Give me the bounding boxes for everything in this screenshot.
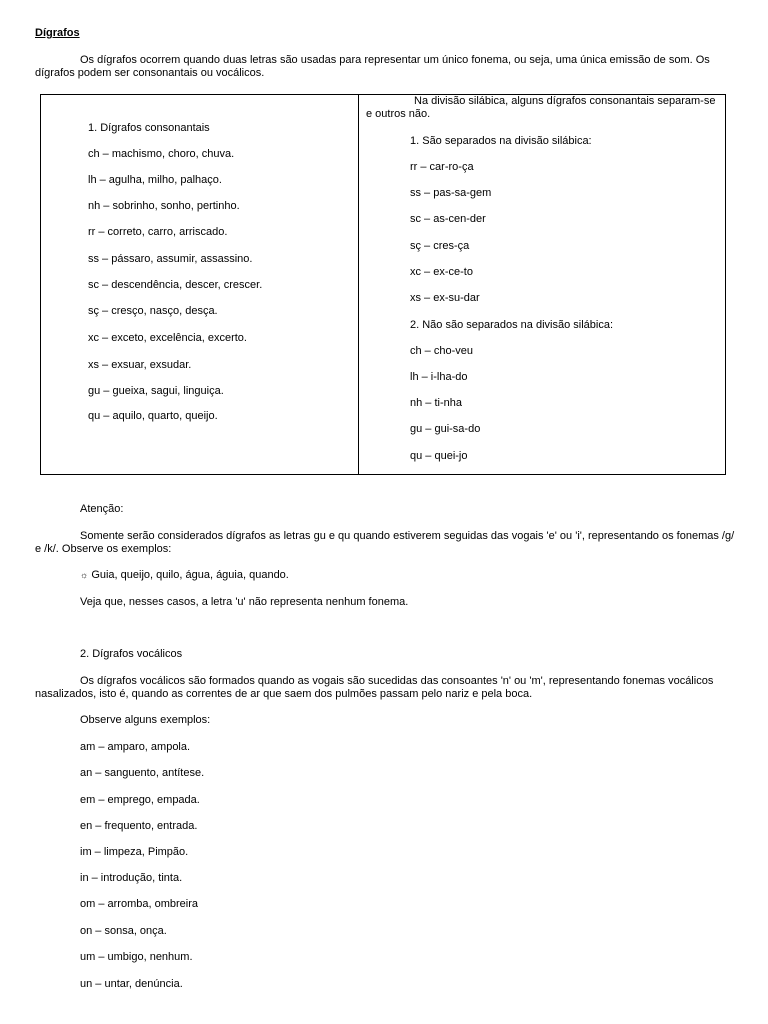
list-item: im – limpeza, Pimpão.: [80, 846, 189, 858]
attention-note: Veja que, nesses casos, a letra 'u' não representa nenhum fonema.: [80, 596, 409, 608]
list-item: qu – quei-jo: [410, 450, 468, 462]
list-item: xc – ex-ce-to: [410, 266, 473, 278]
vocalic-text: Os dígrafos vocálicos são formados quando as vogais são sucedidas das consoantes 'n' ou 'm', representando fonemas vocálicos nasalizados, isto é, quando as correntes de ar que saem dos pulmões passam pelo nariz e pela boca.: [35, 675, 714, 700]
list-item: un – untar, denúncia.: [80, 978, 183, 990]
list-item: ch – machismo, choro, chuva.: [88, 148, 235, 160]
list-item: qu – aquilo, quarto, queijo.: [88, 410, 218, 422]
list-item: rr – car-ro-ça: [410, 161, 474, 173]
separated-heading: 1. São separados na divisão silábica:: [410, 135, 592, 147]
list-item: um – umbigo, nenhum.: [80, 951, 193, 963]
list-item: nh – sobrinho, sonho, pertinho.: [88, 200, 240, 212]
list-item: ss – pássaro, assumir, assassino.: [88, 253, 253, 265]
list-item: in – introdução, tinta.: [80, 872, 183, 884]
list-item: sc – descendência, descer, crescer.: [88, 279, 263, 291]
list-item: sç – cres-ça: [410, 240, 470, 252]
attention-label: Atenção:: [80, 503, 124, 515]
not-separated-heading: 2. Não são separados na divisão silábica:: [410, 319, 614, 331]
list-item: lh – agulha, milho, palhaço.: [88, 174, 222, 186]
intro-paragraph: Os dígrafos ocorrem quando duas letras são usadas para representar um único fonema, ou seja, uma única emissão de som. Os dígrafos podem ser consonantais ou vocálicos.: [35, 54, 710, 79]
list-item: em – emprego, empada.: [80, 794, 200, 806]
list-item: gu – gueixa, sagui, linguiça.: [88, 385, 224, 397]
examples-line: [80, 569, 289, 581]
syllable-intro: Na divisão silábica, alguns dígrafos consonantais separam-se e outros não.: [366, 95, 716, 120]
list-item: xs – exsuar, exsudar.: [88, 359, 192, 371]
list-item: an – sanguento, antítese.: [80, 767, 205, 779]
list-item: sç – cresço, nasço, desça.: [88, 305, 218, 317]
list-item: om – arromba, ombreira: [80, 898, 198, 910]
list-item: nh – ti-nha: [410, 397, 462, 409]
attention-text: Somente serão considerados dígrafos as letras gu e qu quando estiverem seguidas das vogais 'e' ou 'i', representando os fonemas /g/ e /k/. Observe os exemplos:: [35, 530, 735, 555]
sun-bullet-icon: ☼: [80, 570, 89, 580]
list-item: en – frequento, entrada.: [80, 820, 198, 832]
list-item: xs – ex-su-dar: [410, 292, 480, 304]
list-item: xc – exceto, excelência, excerto.: [88, 332, 247, 344]
list-item: rr – correto, carro, arriscado.: [88, 226, 228, 238]
page-title: Dígrafos: [35, 27, 80, 39]
observe-label: Observe alguns exemplos:: [80, 714, 211, 726]
list-item: am – amparo, ampola.: [80, 741, 191, 753]
list-item: ch – cho-veu: [410, 345, 473, 357]
vocalic-heading: 2. Dígrafos vocálicos: [80, 648, 183, 660]
list-item: gu – gui-sa-do: [410, 423, 481, 435]
list-item: ss – pas-sa-gem: [410, 187, 492, 199]
digraph-table: [40, 94, 726, 475]
table-divider: [358, 95, 359, 474]
list-item: sc – as-cen-der: [410, 213, 486, 225]
consonant-heading: 1. Dígrafos consonantais: [88, 122, 210, 134]
examples-text: Guia, queijo, quilo, água, águia, quando.: [91, 569, 289, 581]
list-item: on – sonsa, onça.: [80, 925, 167, 937]
list-item: lh – i-lha-do: [410, 371, 468, 383]
